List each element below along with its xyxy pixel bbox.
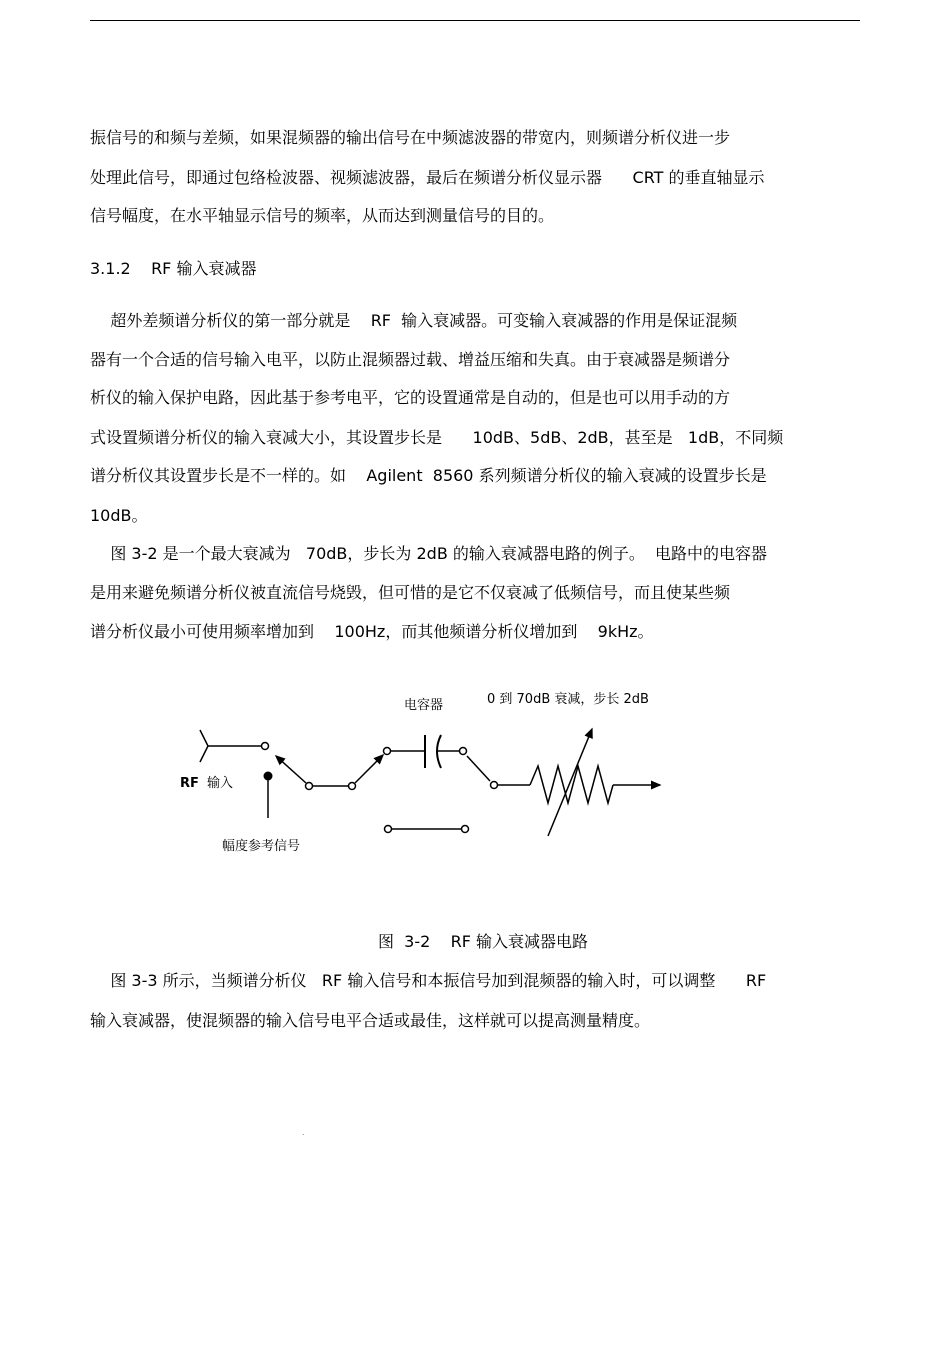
attenuation-label: 0 到 70dB 衰减，步长 2dB [487,692,649,707]
reference-signal-label: 幅度参考信号 [222,839,301,854]
figure-caption: 图 3-2 RF 输入衰减器电路 [378,932,589,951]
reference-terminal [264,772,273,781]
paragraph-line: 谱分析仪最小可使用频率增加到 100Hz，而其他频谱分析仪增加到 9kHz。 [90,622,654,641]
rf-input-label-suffix: 输入 [207,776,234,791]
section-title: RF 输入衰减器 [151,259,257,278]
switch-contact [349,783,356,790]
paragraph-line: 析仪的输入保护电路，因此基于参考电平，它的设置通常是自动的，但是也可以用手动的方 [90,388,731,407]
paragraph-line: 式设置频谱分析仪的输入衰减大小，其设置步长是 10dB、5dB、2dB，甚至是 1dB，不同频 [90,428,784,447]
switch-arm [467,756,490,781]
switch-contact [384,748,391,755]
switch-arm [276,756,306,783]
paragraph-line: 图 3-3 所示，当频谱分析仪 RF 输入信号和本振信号加到混频器的输入时，可以调整 RF [90,971,767,990]
paragraph-line: 是用来避免频谱分析仪被直流信号烧毁，但可惜的是它不仅衰减了低频信号，而且使某些频 [90,583,731,602]
switch-contact [262,743,269,750]
resistor-zigzag [530,766,613,803]
attenuator-circuit-diagram [170,685,690,860]
switch-contact [385,826,392,833]
rf-connector-symbol [200,730,208,762]
paragraph-line: 信号幅度，在水平轴显示信号的频率，从而达到测量信号的目的。 [90,206,555,225]
paragraph-line: 超外差频谱分析仪的第一部分就是 RF 输入衰减器。可变输入衰减器的作用是保证混频 [90,311,738,330]
paragraph-line: 谱分析仪其设置步长是不一样的。如 Agilent 8560 系列频谱分析仪的输入衰减的设置步长是 [90,466,767,485]
capacitor-label: 电容器 [404,698,444,713]
switch-arm [355,755,383,783]
paragraph-line: 输入衰减器，使混频器的输入信号电平合适或最佳，这样就可以提高测量精度。 [90,1011,651,1030]
paragraph-line: 振信号的和频与差频，如果混频器的输出信号在中频滤波器的带宽内，则频谱分析仪进一步 [90,128,731,147]
header-rule [90,20,860,21]
paragraph-line: 10dB。 [90,506,148,525]
rf-input-label: RF [180,776,199,791]
switch-contact [306,783,313,790]
paragraph-line: 图 3-2 是一个最大衰减为 70dB，步长为 2dB 的输入衰减器电路的例子。 电路中的电容器 [90,544,768,563]
switch-contact [462,826,469,833]
section-heading [90,259,256,279]
section-number: 3.1.2 [90,259,131,278]
paragraph-line: 器有一个合适的信号输入电平，以防止混频器过载、增益压缩和失真。由于衰减器是频谱分 [90,350,731,369]
page-mark: . [302,1128,305,1137]
switch-contact [491,782,498,789]
paragraph-line: 处理此信号，即通过包络检波器、视频滤波器，最后在频谱分析仪显示器 CRT 的垂直轴显示 [90,168,765,187]
switch-contact [460,748,467,755]
variable-arrow [548,729,592,836]
